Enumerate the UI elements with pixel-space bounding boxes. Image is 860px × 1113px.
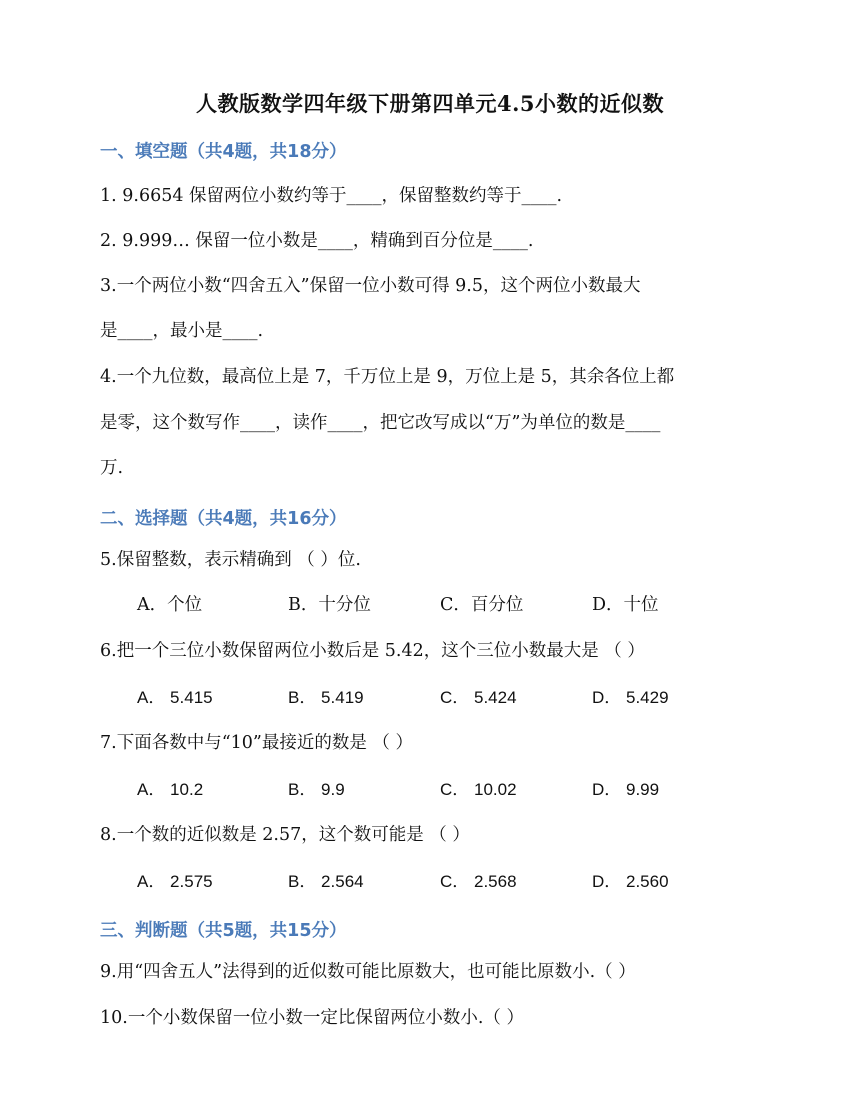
page-title: 人教版数学四年级下册第四单元4.5小数的近似数 (195, 91, 665, 116)
question-5: 5.保留整数，表示精确到 （ ）位. (100, 550, 361, 570)
q6-option-a: A． 5.415 (137, 688, 213, 707)
q6-option-d: D． 5.429 (592, 688, 669, 707)
question-4-line-2: 是零，这个数写作____，读作____，把它改写成以“万”为单位的数是____ (100, 413, 661, 433)
question-1: 1. 9.6654 保留两位小数约等于____，保留整数约等于____. (100, 186, 563, 206)
question-9: 9.用“四舍五人”法得到的近似数可能比原数大，也可能比原数小.（ ） (100, 962, 636, 982)
question-7: 7.下面各数中与“10”最接近的数是 （ ） (100, 733, 413, 753)
q7-option-b: B． 9.9 (288, 780, 345, 799)
question-3-line-1: 3.一个两位小数“四舍五入”保留一位小数可得 9.5，这个两位小数最大 (100, 276, 641, 296)
q8-option-c: C． 2.568 (440, 872, 517, 891)
q8-option-d: D． 2.560 (592, 872, 669, 891)
q5-option-d: D．十位 (592, 595, 659, 615)
q5-option-a: A．个位 (137, 595, 203, 615)
question-6: 6.把一个三位小数保留两位小数后是 5.42，这个三位小数最大是 （ ） (100, 641, 645, 661)
question-4-line-3: 万. (100, 458, 124, 478)
question-10: 10.一个小数保留一位小数一定比保留两位小数小.（ ） (100, 1008, 524, 1028)
q7-option-c: C． 10.02 (440, 780, 517, 799)
question-2: 2. 9.999… 保留一位小数是____，精确到百分位是____. (100, 231, 534, 251)
q5-option-b: B．十分位 (288, 595, 371, 615)
question-3-line-2: 是____，最小是____. (100, 321, 264, 341)
q8-option-a: A． 2.575 (137, 872, 213, 891)
q8-option-b: B． 2.564 (288, 872, 364, 891)
section-heading-fill-in: 一、填空题（共4题，共18分） (100, 142, 347, 162)
section-heading-multiple-choice: 二、选择题（共4题，共16分） (100, 509, 347, 529)
q7-option-a: A． 10.2 (137, 780, 204, 799)
q6-option-c: C． 5.424 (440, 688, 517, 707)
q7-option-d: D． 9.99 (592, 780, 660, 799)
section-heading-true-false: 三、判断题（共5题，共15分） (100, 921, 347, 941)
q5-option-c: C．百分位 (440, 595, 524, 615)
q6-option-b: B． 5.419 (288, 688, 364, 707)
question-8: 8.一个数的近似数是 2.57，这个数可能是 （ ） (100, 825, 470, 845)
question-4-line-1: 4.一个九位数，最高位上是 7，千万位上是 9，万位上是 5，其余各位上都 (100, 367, 675, 387)
